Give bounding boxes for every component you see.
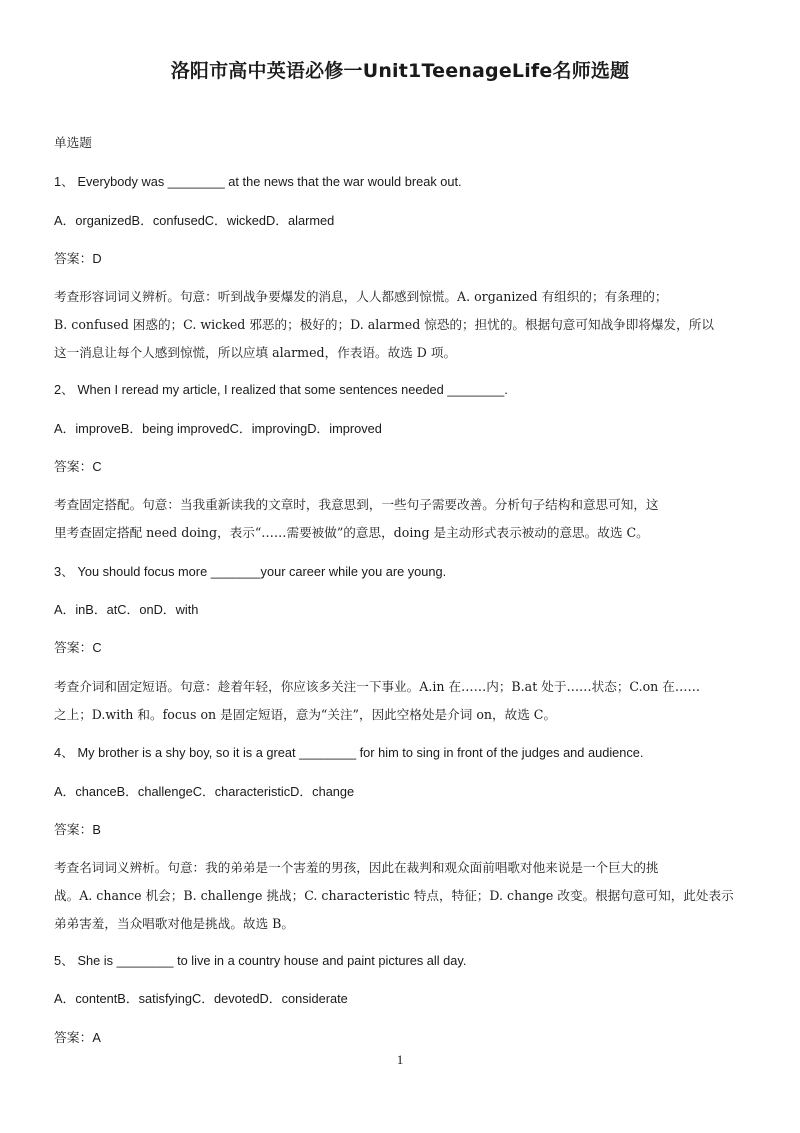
question-3-explanation xyxy=(54,673,746,729)
question-1-stem: 1、 Everybody was ________ at the news that the war would break out. xyxy=(54,174,462,189)
question-1-explanation xyxy=(54,283,746,367)
question-4-stem: 4、 My brother is a shy boy, so it is a great ________ for him to sing in front of the judges and audience. xyxy=(54,745,644,760)
section-label: 单选题 xyxy=(54,135,92,150)
question-4-answer: 答案：B xyxy=(54,822,101,837)
explanation-line: 之上；D.with 和。focus on 是固定短语，意为“关注”，因此空格处是介词 on，故选 C。 xyxy=(54,707,557,722)
question-4-options: A．chanceB．challengeC．characteristicD．change xyxy=(54,784,355,799)
explanation-line: 战。A. chance 机会；B. challenge 挑战；C. characteristic 特点，特征；D. change 改变。根据句意可知，此处表示 xyxy=(54,888,734,903)
question-5-answer: 答案：A xyxy=(54,1030,101,1045)
explanation-line: 这一消息让每个人感到惊慌，所以应填 alarmed，作表语。故选 D 项。 xyxy=(54,345,457,360)
question-2-stem: 2、 When I reread my article, I realized that some sentences needed ________. xyxy=(54,382,508,397)
page-title: 洛阳市高中英语必修一Unit1TeenageLife名师选题 xyxy=(170,60,630,82)
explanation-line: 考查固定搭配。句意：当我重新读我的文章时，我意思到，一些句子需要改善。分析句子结构和意思可知，这 xyxy=(54,497,659,512)
question-2-answer: 答案：C xyxy=(54,459,102,474)
question-1-options: A．organizedB．confusedC．wickedD．alarmed xyxy=(54,213,335,228)
question-5-options: A．contentB．satisfyingC．devotedD．considerate xyxy=(54,991,348,1006)
explanation-line: 弟弟害羞，当众唱歌对他是挑战。故选 B。 xyxy=(54,916,294,931)
explanation-line: 考查介词和固定短语。句意：趁着年轻，你应该多关注一下事业。A.in 在……内；B.at 处于……状态；C.on 在…… xyxy=(54,679,701,694)
question-4-explanation xyxy=(54,854,746,938)
explanation-line: 考查形容词词义辨析。句意：听到战争要爆发的消息，人人都感到惊慌。A. organized 有组织的；有条理的； xyxy=(54,289,668,304)
question-5-stem: 5、 She is ________ to live in a country house and paint pictures all day. xyxy=(54,953,467,968)
question-2-options: A．improveB．being improvedC．improvingD．improved xyxy=(54,421,382,436)
explanation-line: 考查名词词义辨析。句意：我的弟弟是一个害羞的男孩，因此在裁判和观众面前唱歌对他来说是一个巨大的挑 xyxy=(54,860,659,875)
question-1-answer: 答案：D xyxy=(54,251,102,266)
explanation-line: 里考查固定搭配 need doing，表示“……需要被做”的意思，doing 是主动形式表示被动的意思。故选 C。 xyxy=(54,525,649,540)
page-number: 1 xyxy=(396,1052,404,1067)
question-3-answer: 答案：C xyxy=(54,640,102,655)
question-3-options: A．inB．atC．onD．with xyxy=(54,602,199,617)
question-2-explanation xyxy=(54,491,746,547)
explanation-line: B. confused 困惑的；C. wicked 邪恶的；极好的；D. alarmed 惊恐的；担忧的。根据句意可知战争即将爆发，所以 xyxy=(54,317,714,332)
question-3-stem: 3、 You should focus more _______your career while you are young. xyxy=(54,564,447,579)
